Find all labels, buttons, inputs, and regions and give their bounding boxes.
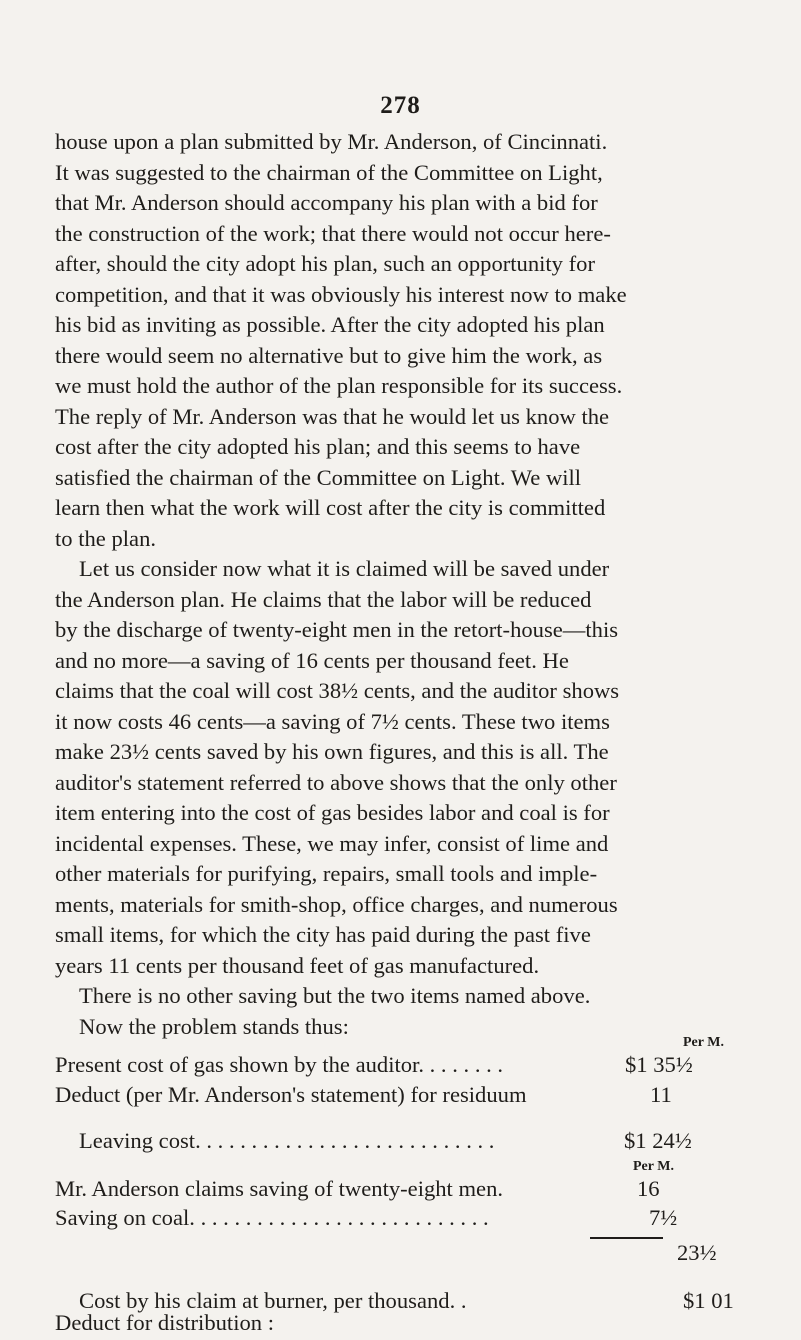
- subtotal-rule: [590, 1237, 663, 1239]
- text-line: years 11 cents per thousand feet of gas manufactured.: [55, 952, 540, 978]
- row-label: Deduct for distribution :: [55, 1310, 274, 1335]
- text-line: It was suggested to the chairman of the Committee on Light,: [55, 159, 603, 185]
- page-number: 278: [380, 92, 421, 119]
- text-line: after, should the city adopt his plan, such an opportunity for: [55, 251, 595, 276]
- row-label: Saving on coal. . . . . . . . . . . . . . . . . . . . . . . . . . .: [55, 1205, 489, 1230]
- text-line: incidental expenses. These, we may infer, consist of lime and: [55, 830, 609, 856]
- row-label: Cost by his claim at burner, per thousand. .: [79, 1288, 467, 1313]
- text-line: house upon a plan submitted by Mr. Anderson, of Cincinnati.: [55, 129, 608, 154]
- text-line: other materials for purifying, repairs, small tools and imple-: [55, 861, 598, 886]
- text-line: satisfied the chairman of the Committee on Light. We will: [55, 464, 582, 490]
- total-label: Leaving cost. . . . . . . . . . . . . . . . . . . . . . . . . . .: [79, 1128, 495, 1153]
- table1-header: Per M.: [683, 1035, 724, 1050]
- text-line: it now costs 46 cents—a saving of 7½ cents. These two items: [55, 708, 610, 734]
- row-amount: $1 35½: [625, 1052, 693, 1077]
- total-amount: $1 24½: [624, 1128, 692, 1153]
- text-line: his bid as inviting as possible. After the city adopted his plan: [55, 312, 605, 337]
- text-line: competition, and that it was obviously his interest now to make: [55, 281, 627, 307]
- total-amount: 23½: [677, 1240, 717, 1265]
- text-line: Now the problem stands thus:: [79, 1013, 349, 1039]
- text-line: ments, materials for smith-shop, office charges, and numerous: [55, 891, 618, 917]
- text-line: The reply of Mr. Anderson was that he would let us know the: [55, 403, 610, 429]
- text-line: Let us consider now what it is claimed will be saved under: [79, 556, 610, 581]
- row-amount: $1 01: [683, 1288, 734, 1313]
- text-line: to the plan.: [55, 525, 157, 551]
- text-line: that Mr. Anderson should accompany his plan with a bid for: [55, 190, 598, 215]
- row-label: Deduct (per Mr. Anderson's statement) for residuum: [55, 1082, 527, 1107]
- text-line: by the discharge of twenty-eight men in the retort-house—this: [55, 617, 619, 642]
- text-line: learn then what the work will cost after the city is committed: [55, 495, 606, 520]
- text-line: there would seem no alternative but to give him the work, as: [55, 342, 603, 368]
- row-amount: 11: [650, 1082, 672, 1107]
- text-line: the Anderson plan. He claims that the labor will be reduced: [55, 586, 592, 612]
- row-label: Present cost of gas shown by the auditor. . . . . . . .: [55, 1052, 504, 1077]
- row-amount: 16: [637, 1176, 660, 1201]
- text-line: item entering into the cost of gas besides labor and coal is for: [55, 800, 610, 825]
- text-line: cost after the city adopted his plan; and this seems to have: [55, 434, 581, 459]
- row-label: Mr. Anderson claims saving of twenty-eight men.: [55, 1176, 504, 1201]
- text-line: auditor's statement referred to above shows that the only other: [55, 769, 617, 795]
- text-line: and no more—a saving of 16 cents per thousand feet. He: [55, 647, 569, 673]
- text-line: make 23½ cents saved by his own figures, and this is all. The: [55, 739, 609, 764]
- text-line: the construction of the work; that there would not occur here-: [55, 220, 611, 246]
- text-line: There is no other saving but the two items named above.: [79, 983, 591, 1008]
- row-amount: 7½: [649, 1205, 678, 1230]
- table2-header: Per M.: [633, 1159, 674, 1174]
- text-line: small items, for which the city has paid during the past five: [55, 922, 591, 947]
- text-line: claims that the coal will cost 38½ cents, and the auditor shows: [55, 678, 620, 703]
- text-line: we must hold the author of the plan responsible for its success.: [55, 373, 623, 398]
